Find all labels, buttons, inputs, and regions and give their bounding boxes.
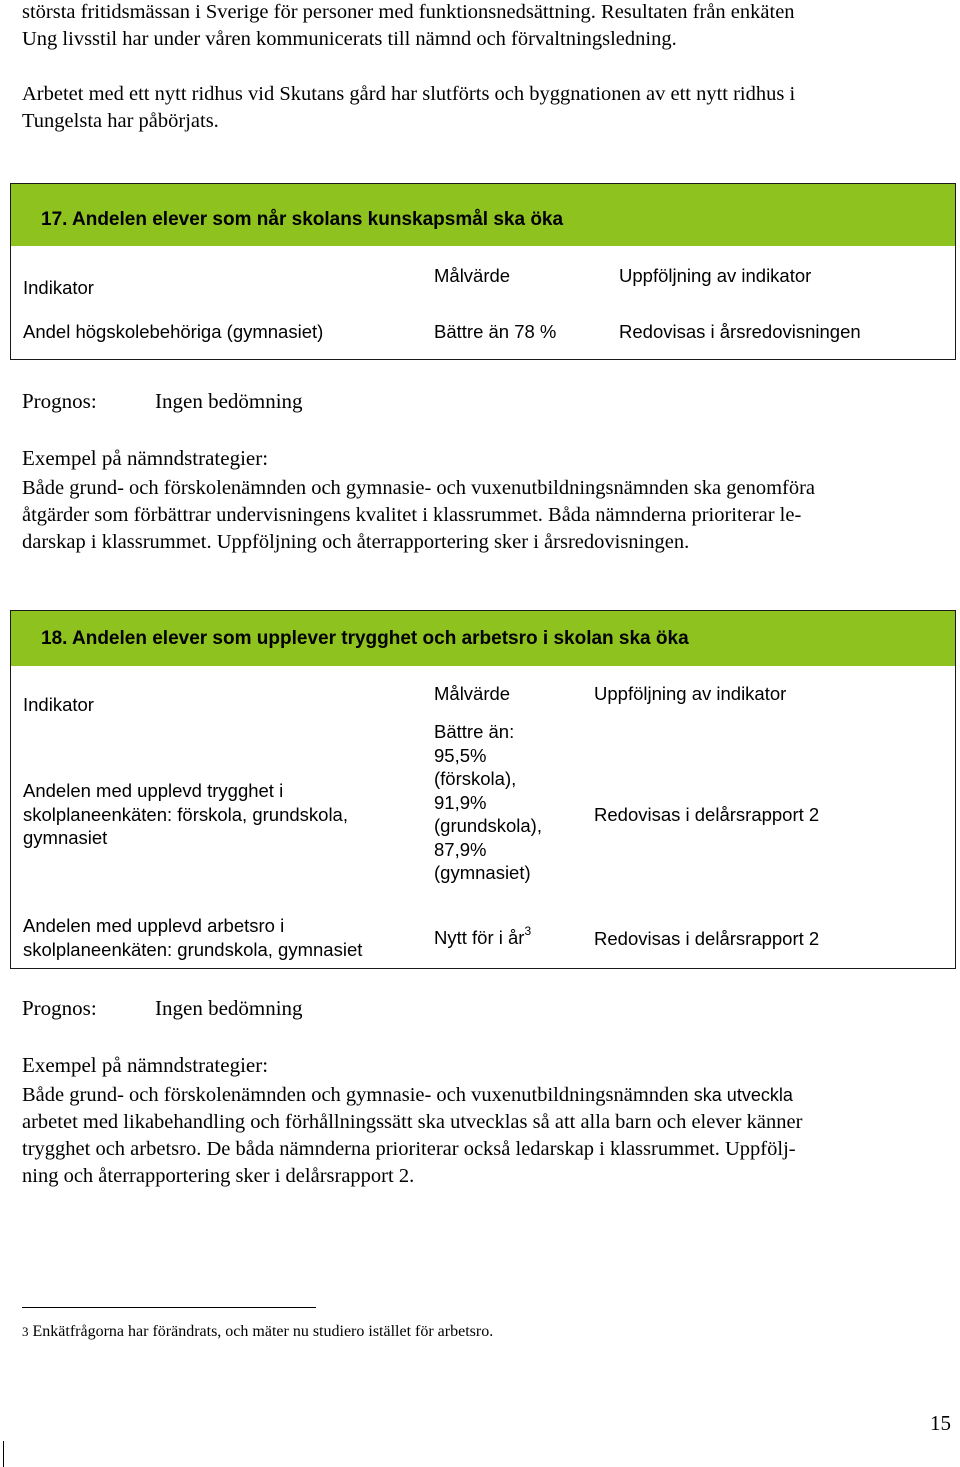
column-header-target: Målvärde — [434, 265, 511, 286]
goal-17-title: 17. Andelen elever som når skolans kunskapsmål ska öka — [41, 209, 564, 230]
strategies-paragraph — [22, 475, 947, 556]
column-header-indicator: Indikator — [23, 694, 94, 715]
text-line: 91,9% — [434, 791, 487, 813]
intro-paragraph-2 — [22, 81, 947, 135]
column-header-indicator: Indikator — [23, 277, 94, 298]
prognos-label: Prognos: — [22, 996, 97, 1020]
followup-cell: Redovisas i årsredovisningen — [619, 321, 861, 342]
text-line: (gymnasiet) — [434, 862, 531, 883]
text-line: Tungelsta har påbörjats. — [22, 110, 219, 132]
strategies-heading: Exempel på nämndstrategier: — [22, 1053, 269, 1077]
column-header-followup: Uppföljning av indikator — [594, 683, 787, 704]
text-line: Andelen med upplevd arbetsro i — [23, 915, 285, 936]
indicator-cell — [23, 779, 348, 850]
text-line: arbetet med likabehandling och förhållningssätt ska utvecklas så att alla barn och elever känner — [22, 1111, 803, 1133]
target-cell: Bättre än 78 % — [434, 321, 557, 342]
text-line: gymnasiet — [23, 827, 108, 848]
text-line: Arbetet med ett nytt ridhus vid Skutans gård har slutförts och byggnationen av ett nytt ridhus i — [22, 83, 796, 105]
footnote-number: 3 — [22, 1324, 29, 1339]
target-cell — [434, 720, 542, 885]
text-line: ning och återrapportering sker i delårsrapport 2. — [22, 1165, 415, 1187]
text-line: (grundskola), — [434, 815, 542, 836]
text-line: trygghet och arbetsro. De båda nämnderna prioriterar också ledarskap i klassrummet. Uppfölj- — [22, 1138, 796, 1160]
text-line: största fritidsmässan i Sverige för personer med funktionsnedsättning. Resultaten från enkäten — [22, 1, 795, 23]
followup-cell: Redovisas i delårsrapport 2 — [594, 804, 820, 825]
column-header-target: Målvärde — [434, 683, 511, 704]
footnote — [22, 1322, 493, 1342]
target-cell — [434, 926, 531, 950]
text-line: Både grund- och förskolenämnden och gymnasie- och vuxenutbildningsnämnden ska genomföra — [22, 477, 816, 499]
prognos-value: Ingen bedömning — [155, 389, 303, 413]
target-text: Nytt för i år — [434, 927, 525, 948]
text-line: åtgärder som förbättrar undervisningens kvalitet i klassrummet. Båda nämnderna prioriterar le- — [22, 504, 802, 526]
margin-mark — [3, 1441, 4, 1467]
goal-17-table — [10, 183, 956, 360]
intro-paragraph-1 — [22, 0, 947, 53]
text-line — [22, 1082, 947, 1109]
text-line: 95,5% — [434, 744, 487, 766]
column-header-followup: Uppföljning av indikator — [619, 265, 812, 286]
text-run: ska utveckla — [693, 1085, 793, 1105]
page-number: 15 — [930, 1411, 951, 1435]
followup-cell: Redovisas i delårsrapport 2 — [594, 928, 820, 949]
indicator-cell — [23, 914, 362, 961]
prognos-label: Prognos: — [22, 389, 97, 413]
text-line: darskap i klassrummet. Uppföljning och återrapportering sker i årsredovisningen. — [22, 531, 690, 553]
goal-18-table — [10, 610, 956, 969]
text-line: 87,9% — [434, 838, 487, 860]
text-run: Både grund- och förskolenämnden och gymnasie- och vuxenutbildningsnämnden — [22, 1084, 694, 1106]
footnote-text: Enkätfrågorna har förändrats, och mäter nu studiero istället för arbetsro. — [28, 1323, 494, 1340]
footnote-reference: 3 — [524, 924, 532, 938]
goal-18-title: 18. Andelen elever som upplever trygghet och arbetsro i skolan ska öka — [41, 628, 689, 649]
text-line: skolplaneenkäten: förskola, grundskola, — [23, 803, 348, 825]
text-line: Andelen med upplevd trygghet i — [23, 780, 284, 801]
prognos-value: Ingen bedömning — [155, 996, 303, 1020]
text-line: (förskola), — [434, 768, 517, 789]
text-line: Bättre än: — [434, 721, 515, 742]
indicator-cell: Andel högskolebehöriga (gymnasiet) — [23, 321, 324, 342]
footnote-separator — [22, 1307, 316, 1308]
text-line: Ung livsstil har under våren kommunicerats till nämnd och förvaltningsledning. — [22, 28, 677, 50]
strategies-heading: Exempel på nämndstrategier: — [22, 446, 269, 470]
text-line: skolplaneenkäten: grundskola, gymnasiet — [23, 938, 363, 960]
strategies-paragraph — [22, 1082, 947, 1190]
